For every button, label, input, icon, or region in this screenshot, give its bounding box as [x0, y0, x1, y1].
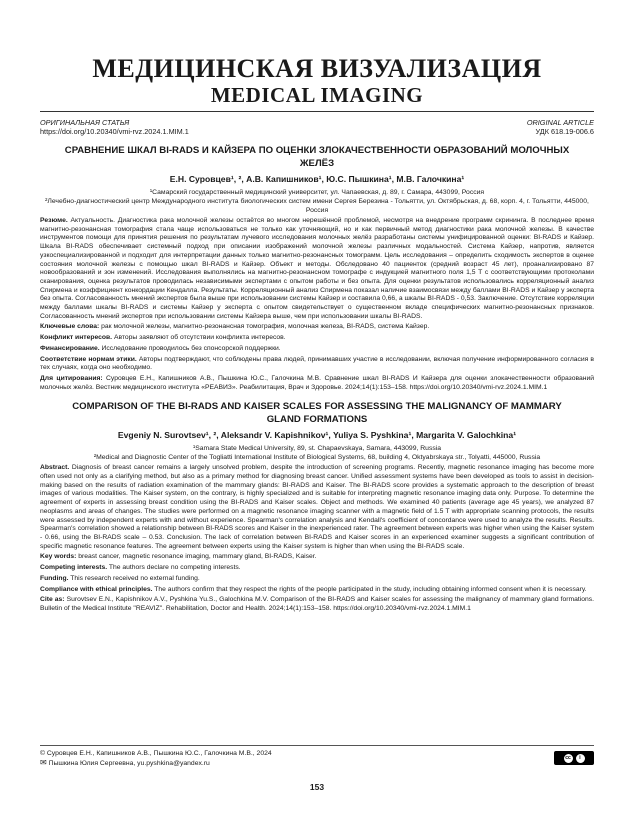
cite-en [40, 596, 594, 613]
keywords-en [40, 553, 594, 562]
conflict-label-ru: Конфликт интересов. [40, 334, 113, 342]
ethics-label-ru: Соответствие нормам этики. [40, 355, 137, 363]
article-title-ru: СРАВНЕНИЕ ШКАЛ BI-RADS И КАЙЗЕРА ПО ОЦЕНКИ ЗЛОКАЧЕСТВЕННОСТИ ОБРАЗОВАНИЙ МОЛОЧНЫХ ЖЕЛЁЗ [64, 145, 570, 169]
cite-text-ru: Суровцев Е.Н., Капишников А.В., Пышкина Ю.С., Галочкина М.В. Сравнение шкал BI-RADS И Кайзера для оценки злокачественности образований молочных желёз. Вестник медицинского института «РЕАВИЗ». Реабилитация, Врач и Здоровье. 2024;14(1):153–158. https://doi.org/10.20340/vmi-rvz.2024.1.MIM.1 [40, 374, 594, 391]
abstract-en [40, 464, 594, 551]
cite-label-ru: Для цитирования: [40, 374, 103, 382]
cite-text-en: Surovtsev E.N., Kapishnikov A.V., Pyshkina Yu.S., Galochkina M.V. Comparison of the BI-RADS and Kaiser scales for assessing the malignancy of mammary gland formations. Bulletin of the Medical Institute "REAVIZ". Rehabilitation, Doctor and Health. 2024;14(1):153–158. https://doi.org/10.20340/vmi-rvz.2024.1.MIM.1 [40, 596, 594, 612]
page-number: 153 [309, 782, 325, 792]
copyright: © Суровцев Е.Н., Капишников А.В., Пышкина Ю.С., Галочкина М.В., 2024 [40, 750, 272, 757]
funding-text-en: This research received no external funding. [70, 574, 200, 582]
doi-link[interactable]: https://doi.org/10.20340/vmi-rvz.2024.1.MIM.1 [40, 127, 189, 136]
abstract-text-en: Diagnosis of breast cancer remains a largely unsolved problem, despite the introduction of screening programs. Recently, magnetic resonance imaging has become more often used not only as a clarifying method, but also as a primary method for diagnosing breast cancer. Unified assessment systems have been developed as tools to assist in decision-making based on the results of radiation examination of the mammary glands: BI-RADS and Kaiser. The BI-RADS score provides a systematic approach to the description of breast images of various modalities. The Kaiser system, on the contrary, is highly specialized and is suitable for interpreting magnetic resonance imaging data only. Purpose. To determine the agreement of experts in assessing breast condition using the BI-RADS and Kaiser scales. Object and methods. We examined 40 patients (average age 45 years), we analyzed 87 neoplasms and areas of changes. The studies were performed on a magnetic resonance imaging scanner with a magnetic field of 1.5 T with appropriate scanning protocols, the results were assessed by independent experts with and without experience. Spearman's correlation analysis and Kendall's coefficient of concordance were used to analyze the results. Results. Spearman's correlation showed a relationship between BI-RADS scores and Kaiser in the inexperienced rater. The agreement between experts was higher when using the Kaiser system - 0.66, using the BI-RADS scale – 0.53. Conclusion. The lack of correlation between BI-RADS and Kaiser scores in an experienced examiner suggests a significant contribution of specific magnetic resonance features. The agreement between experts using the Kaiser system is higher than when using the BI-RADS scale. [40, 464, 594, 550]
keywords-text-ru: рак молочной железы, магнитно-резонансная томография, молочная железа, BI-RADS, система Кайзер. [101, 323, 430, 331]
by-icon: i [576, 754, 585, 763]
affiliation-1-ru: ¹Самарский государственный медицинский университет, ул. Чапаевская, д. 89, г. Самара, 443099, Россия [149, 189, 485, 196]
affiliation-2-en: ²Medical and Diagnostic Center of the Togliatti International Institute of Biological Systems, 68, building 4, Oktyabrskaya str., Tolyatti, 445000, Russia [93, 454, 541, 462]
page-footer [40, 745, 594, 768]
ethics-en [40, 586, 594, 595]
journal-title-en: MEDICAL IMAGING [210, 83, 424, 107]
abstract-text-ru: Актуальность. Диагностика рака молочной железы остаётся во многом нерешённой проблемой, несмотря на внедрение программ скрининга. В последнее время магнитно-резонансная томография стала чаще использоваться не только как уточняющий, но и как первичный метод диагностики рака молочной железы. В качестве инструментов помощи для принятия решения по результатам лучевого исследования молочных желёз разработаны системы унифицированной оценки: BI-RADS и Кайзер. Шкала BI-RADS обеспечивает системный подход при описании изображений молочной железы различных модальностей. Система Кайзер, напротив, является узкоспециализированной и подходит для интерпретации данных только магнитно-резонансных томограмм. Цель исследования – определить сходимость экспертов в оценке состояния молочной железы с помощью шкал BI-RADS и Кайзер. Объект и методы. Обследовано 40 пациенток (средний возраст 45 лет), проанализировано 87 новообразований и зон изменений. Исследования выполнялись на магнитно-резонансном томографе с индукцией магнитного поля 1,5 Т с соответствующими протоколами сканирования, оценка результатов проводилась независимыми экспертами с опытом работы и без опыта. Для оценки результатов использовались корреляционный анализ Спирмена и коэффициент конкордации Кендалла. Результаты. Корреляционный анализ Спирмена показал наличие взаимосвязи между баллами BI-RADS и Кайзер у эксперта без опыта. Согласованность мнений экспертов была выше при использовании системы Кайзер и составила 0,66, а шкалы BI-RADS - 0,53. Заключение. Отсутствие корреляции между баллами шкалы BI-RADS и системы Кайзер у эксперта с опытом свидетельствует о существенном вкладе специфических магнитно-резонансных признаков. Согласованность мнений экспертов при использовании системы Кайзера выше, чем при использовании шкалы BI-RADS. [40, 217, 594, 320]
abstract-ru [40, 217, 594, 321]
keywords-label-en: Key words: [40, 553, 77, 561]
article-type-en: ORIGINAL ARTICLE [526, 118, 594, 127]
affiliation-1-en: ¹Samara State Medical University, 89, st. Chapaevskaya, Samara, 443099, Russia [192, 445, 442, 453]
funding-label-ru: Финансирование. [40, 344, 100, 352]
competing-label-en: Competing interests. [40, 564, 108, 572]
cite-ru [40, 375, 594, 392]
cc-icon: cc [565, 754, 571, 761]
ethics-text-en: The authors confirm that they respect the rights of the people participated in the study, including obtaining informed consent when it is necessary. [154, 585, 587, 593]
competing-text-en: The authors declare no competing interests. [108, 564, 241, 572]
abstract-label-en: Abstract. [40, 464, 70, 472]
article-page [40, 55, 594, 616]
article-meta [40, 118, 594, 136]
mail-icon: ✉ [40, 758, 47, 767]
article-type-ru: ОРИГИНАЛЬНАЯ СТАТЬЯ [40, 118, 130, 127]
authors-en: Evgeniy N. Surovtsev¹, ², Aleksandr V. Kapishnikov¹, Yuliya S. Pyshkina¹, Margarita V. Galochkina¹ [117, 430, 517, 441]
abstract-label-ru: Резюме. [40, 217, 68, 224]
conflict-text-ru: Авторы заявляют об отсутствии конфликта интересов. [113, 334, 286, 342]
competing-en [40, 564, 594, 573]
ethics-ru [40, 356, 594, 373]
funding-ru [40, 345, 594, 354]
funding-en [40, 575, 594, 584]
funding-label-en: Funding. [40, 574, 69, 582]
header-divider [40, 111, 594, 112]
affiliation-2-ru: ²Лечебно-диагностический центр Международного института биологических систем имени Сергея Березина - Тольятти, ул. Октябрьская, д. 68, корп. 4, г. Тольятти, 445000, Россия [45, 198, 589, 214]
authors-ru: Е.Н. Суровцев¹, ², А.В. Капишников¹, Ю.С. Пышкина¹, М.В. Галочкина¹ [169, 174, 465, 184]
article-title-en: COMPARISON OF THE BI-RADS AND KAISER SCALES FOR ASSESSING THE MALIGNANCY OF MAMMARY GLAND FORMATIONS [72, 401, 562, 426]
contact-line [40, 758, 594, 768]
ethics-label-en: Compliance with ethical principles. [40, 585, 153, 593]
funding-text-ru: Исследование проводилось без спонсорской поддержки. [101, 344, 281, 352]
keywords-ru [40, 323, 594, 332]
journal-title-ru: МЕДИЦИНСКАЯ ВИЗУАЛИЗАЦИЯ [92, 54, 542, 83]
keywords-label-ru: Ключевые слова: [40, 323, 100, 331]
conflict-ru [40, 334, 594, 343]
contact-text[interactable]: Пышкина Юлия Сергеевна, yu.pyshkina@yandex.ru [48, 760, 210, 767]
ethics-text-ru: Авторы подтверждают, что соблюдены права людей, принимавших участие в исследовании, включая получение информированного согласия в тех случаях, когда оно необходимо. [40, 355, 594, 372]
footer-divider [40, 745, 594, 746]
udk-code: УДК 618.19-006.6 [535, 127, 594, 136]
cite-label-en: Cite as: [40, 596, 65, 604]
cc-license-icon[interactable] [554, 751, 594, 765]
keywords-text-en: breast cancer, magnetic resonance imaging, mammary gland, BI-RADS, Kaiser. [78, 553, 317, 561]
